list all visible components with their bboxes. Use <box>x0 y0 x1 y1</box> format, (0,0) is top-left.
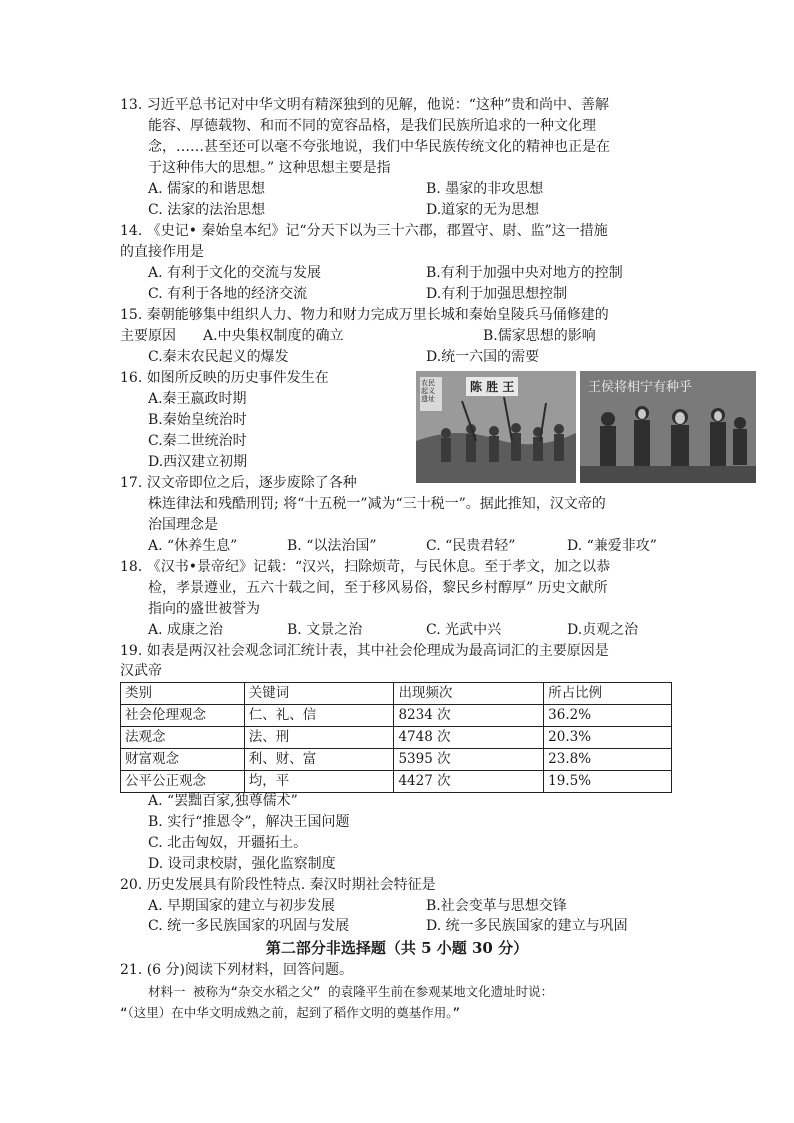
q21-material-1-quote: “（这里）在中华文明成熟之前，起到了稻作文明的奠基作用。” <box>120 1005 461 1020</box>
q18-option-a: A. 成康之治 <box>148 622 224 638</box>
q13-line-2: 能容、厚德载物、和而不同的宽容品格，是我们民族所追求的一种文化理 <box>148 118 596 134</box>
table-row <box>121 705 672 727</box>
q20-line-1: 20. 历史发展具有阶段性特点. 秦汉时期社会特征是 <box>120 877 436 893</box>
q18-option-b: B. 文景之治 <box>287 622 363 638</box>
q20-option-c: C. 统一多民族国家的巩固与发展 <box>148 918 350 934</box>
q13-option-d: D.道家的无为思想 <box>426 202 540 218</box>
q16-option-b: B.秦始皇统治时 <box>148 412 247 428</box>
table-cell: 4427 次 <box>394 771 544 793</box>
table-header-cell: 出现频次 <box>394 683 544 705</box>
table-cell: 8234 次 <box>394 705 544 727</box>
table-cell: 利、财、富 <box>244 749 394 771</box>
q15-option-a: A.中央集权制度的确立 <box>203 328 344 344</box>
q13-option-c: C. 法家的法治思想 <box>148 202 266 218</box>
q19-option-a: A. “罢黜百家,独尊儒术” <box>148 793 298 809</box>
table-header-row <box>121 683 672 705</box>
q16-option-c: C.秦二世统治时 <box>148 433 247 449</box>
q17-option-b: B. “以法治国” <box>287 538 377 554</box>
q19-option-d: D. 设司隶校尉，强化监察制度 <box>148 856 336 872</box>
table-header-cell: 类别 <box>121 683 245 705</box>
q14-option-c: C. 有利于各地的经济交流 <box>148 286 308 302</box>
q16-option-a: A.秦王嬴政时期 <box>148 391 247 407</box>
q18-option-c: C. 光武中兴 <box>426 622 502 638</box>
q15-option-b: B.儒家思想的影响 <box>483 328 596 344</box>
q16-option-d: D.西汉建立初期 <box>148 454 248 470</box>
q15-option-c: C.秦末农民起义的爆发 <box>148 349 289 365</box>
q15-line-2: 主要原因 <box>120 328 176 344</box>
q15-option-d: D.统一六国的需要 <box>426 349 540 365</box>
wang-hou-jiang-xiang-title: 王侯将相宁有种乎 <box>588 380 693 395</box>
chen-sheng-uprising-image <box>416 371 576 483</box>
table-cell: 19.5% <box>544 771 672 793</box>
table-cell: 社会伦理观念 <box>121 705 245 727</box>
q20-option-a: A. 早期国家的建立与初步发展 <box>148 898 336 914</box>
q18-option-d: D.贞观之治 <box>567 622 639 638</box>
table-cell: 36.2% <box>544 705 672 727</box>
q19-line-1: 19. 如表是两汉社会观念词汇统计表，其中社会伦理成为最高词汇的主要原因是 <box>120 643 609 659</box>
q14-line-2: 的直接作用是 <box>120 244 204 260</box>
wang-hou-jiang-xiang-image <box>580 371 756 483</box>
table-cell: 20.3% <box>544 727 672 749</box>
q14-option-d: D.有利于加强思想控制 <box>426 286 568 302</box>
q13-option-b: B. 墨家的非攻思想 <box>426 181 544 197</box>
table-cell: 法、刑 <box>244 727 394 749</box>
q17-option-c: C. “民贵君轻” <box>426 538 516 554</box>
q15-line-1: 15. 秦朝能够集中组织人力、物力和财力完成万里长城和秦始皇陵兵马俑修建的 <box>120 307 609 323</box>
q17-line-1: 17. 汉文帝即位之后，逐步废除了各种 <box>120 475 357 491</box>
q14-option-a: A. 有利于文化的交流与发展 <box>148 265 322 281</box>
q14-option-b: B.有利于加强中央对地方的控制 <box>426 265 623 281</box>
q19-option-b: B. 实行“推恩令”，解决王国问题 <box>148 814 350 830</box>
q19-line-2: 汉武帝 <box>120 663 162 679</box>
table-cell: 23.8% <box>544 749 672 771</box>
table-cell: 均，平 <box>244 771 394 793</box>
q17-option-a: A. “休养生息” <box>148 538 238 554</box>
q13-line-1: 13. 习近平总书记对中华文明有精深独到的见解，他说：“这种”贵和尚中、善解 <box>120 97 610 113</box>
table-cell: 财富观念 <box>121 749 245 771</box>
concept-statistics-table <box>120 682 672 793</box>
table-row <box>121 749 672 771</box>
chen-sheng-banner: 陈 胜 王 <box>466 377 518 396</box>
q17-line-3: 治国理念是 <box>148 517 218 533</box>
q20-option-d: D. 统一多民族国家的建立与巩固 <box>426 918 628 934</box>
q18-line-1: 18. 《汉书•景帝纪》记载：“汉兴，扫除烦苛，与民休息。至于孝文，加之以恭 <box>120 559 611 575</box>
q16-line-1: 16. 如图所反映的历史事件发生在 <box>120 370 329 386</box>
section-2-title: 第二部分非选择题（共 5 小题 30 分） <box>265 939 529 957</box>
q17-option-d: D. “兼爱非攻” <box>567 538 657 554</box>
q20-option-b: B.社会变革与思想交锋 <box>426 898 567 914</box>
q19-option-c: C. 北击匈奴，开疆拓土。 <box>148 835 308 851</box>
table-header-cell: 所占比例 <box>544 683 672 705</box>
q18-line-3: 指向的盛世被誉为 <box>148 601 260 617</box>
table-row <box>121 771 672 793</box>
table-cell: 5395 次 <box>394 749 544 771</box>
q13-line-3: 念，……甚至还可以毫不夸张地说，我们中华民族传统文化的精神也正是在 <box>148 139 610 155</box>
chen-sheng-caption: 农民起义遗址 <box>421 379 435 403</box>
q18-line-2: 检，孝景遵业，五六十载之间，至于移风易俗，黎民乡村醇厚” 历史文献所 <box>148 580 608 596</box>
q14-line-1: 14. 《史记• 秦始皇本纪》记“分天下以为三十六郡，郡置守、尉、监”这一措施 <box>120 223 608 239</box>
table-cell: 仁、礼、信 <box>244 705 394 727</box>
table-header-cell: 关键词 <box>244 683 394 705</box>
q21-material-1: 材料一 被称为“杂交水稻之父” 的袁隆平生前在参观某地文化遗址时说： <box>148 984 554 999</box>
q13-option-a: A. 儒家的和谐思想 <box>148 181 266 197</box>
table-cell: 4748 次 <box>394 727 544 749</box>
q17-line-2: 株连律法和残酷刑罚; 将“十五税一”减为“三十税一”。据此推知，汉文帝的 <box>148 496 606 512</box>
table-row <box>121 727 672 749</box>
table-cell: 公平公正观念 <box>121 771 245 793</box>
table-cell: 法观念 <box>121 727 245 749</box>
q21-line-1: 21. (6 分)阅读下列材料，回答问题。 <box>120 962 353 978</box>
q13-line-4: 于这种伟大的思想。” 这种思想主要是指 <box>148 160 391 176</box>
